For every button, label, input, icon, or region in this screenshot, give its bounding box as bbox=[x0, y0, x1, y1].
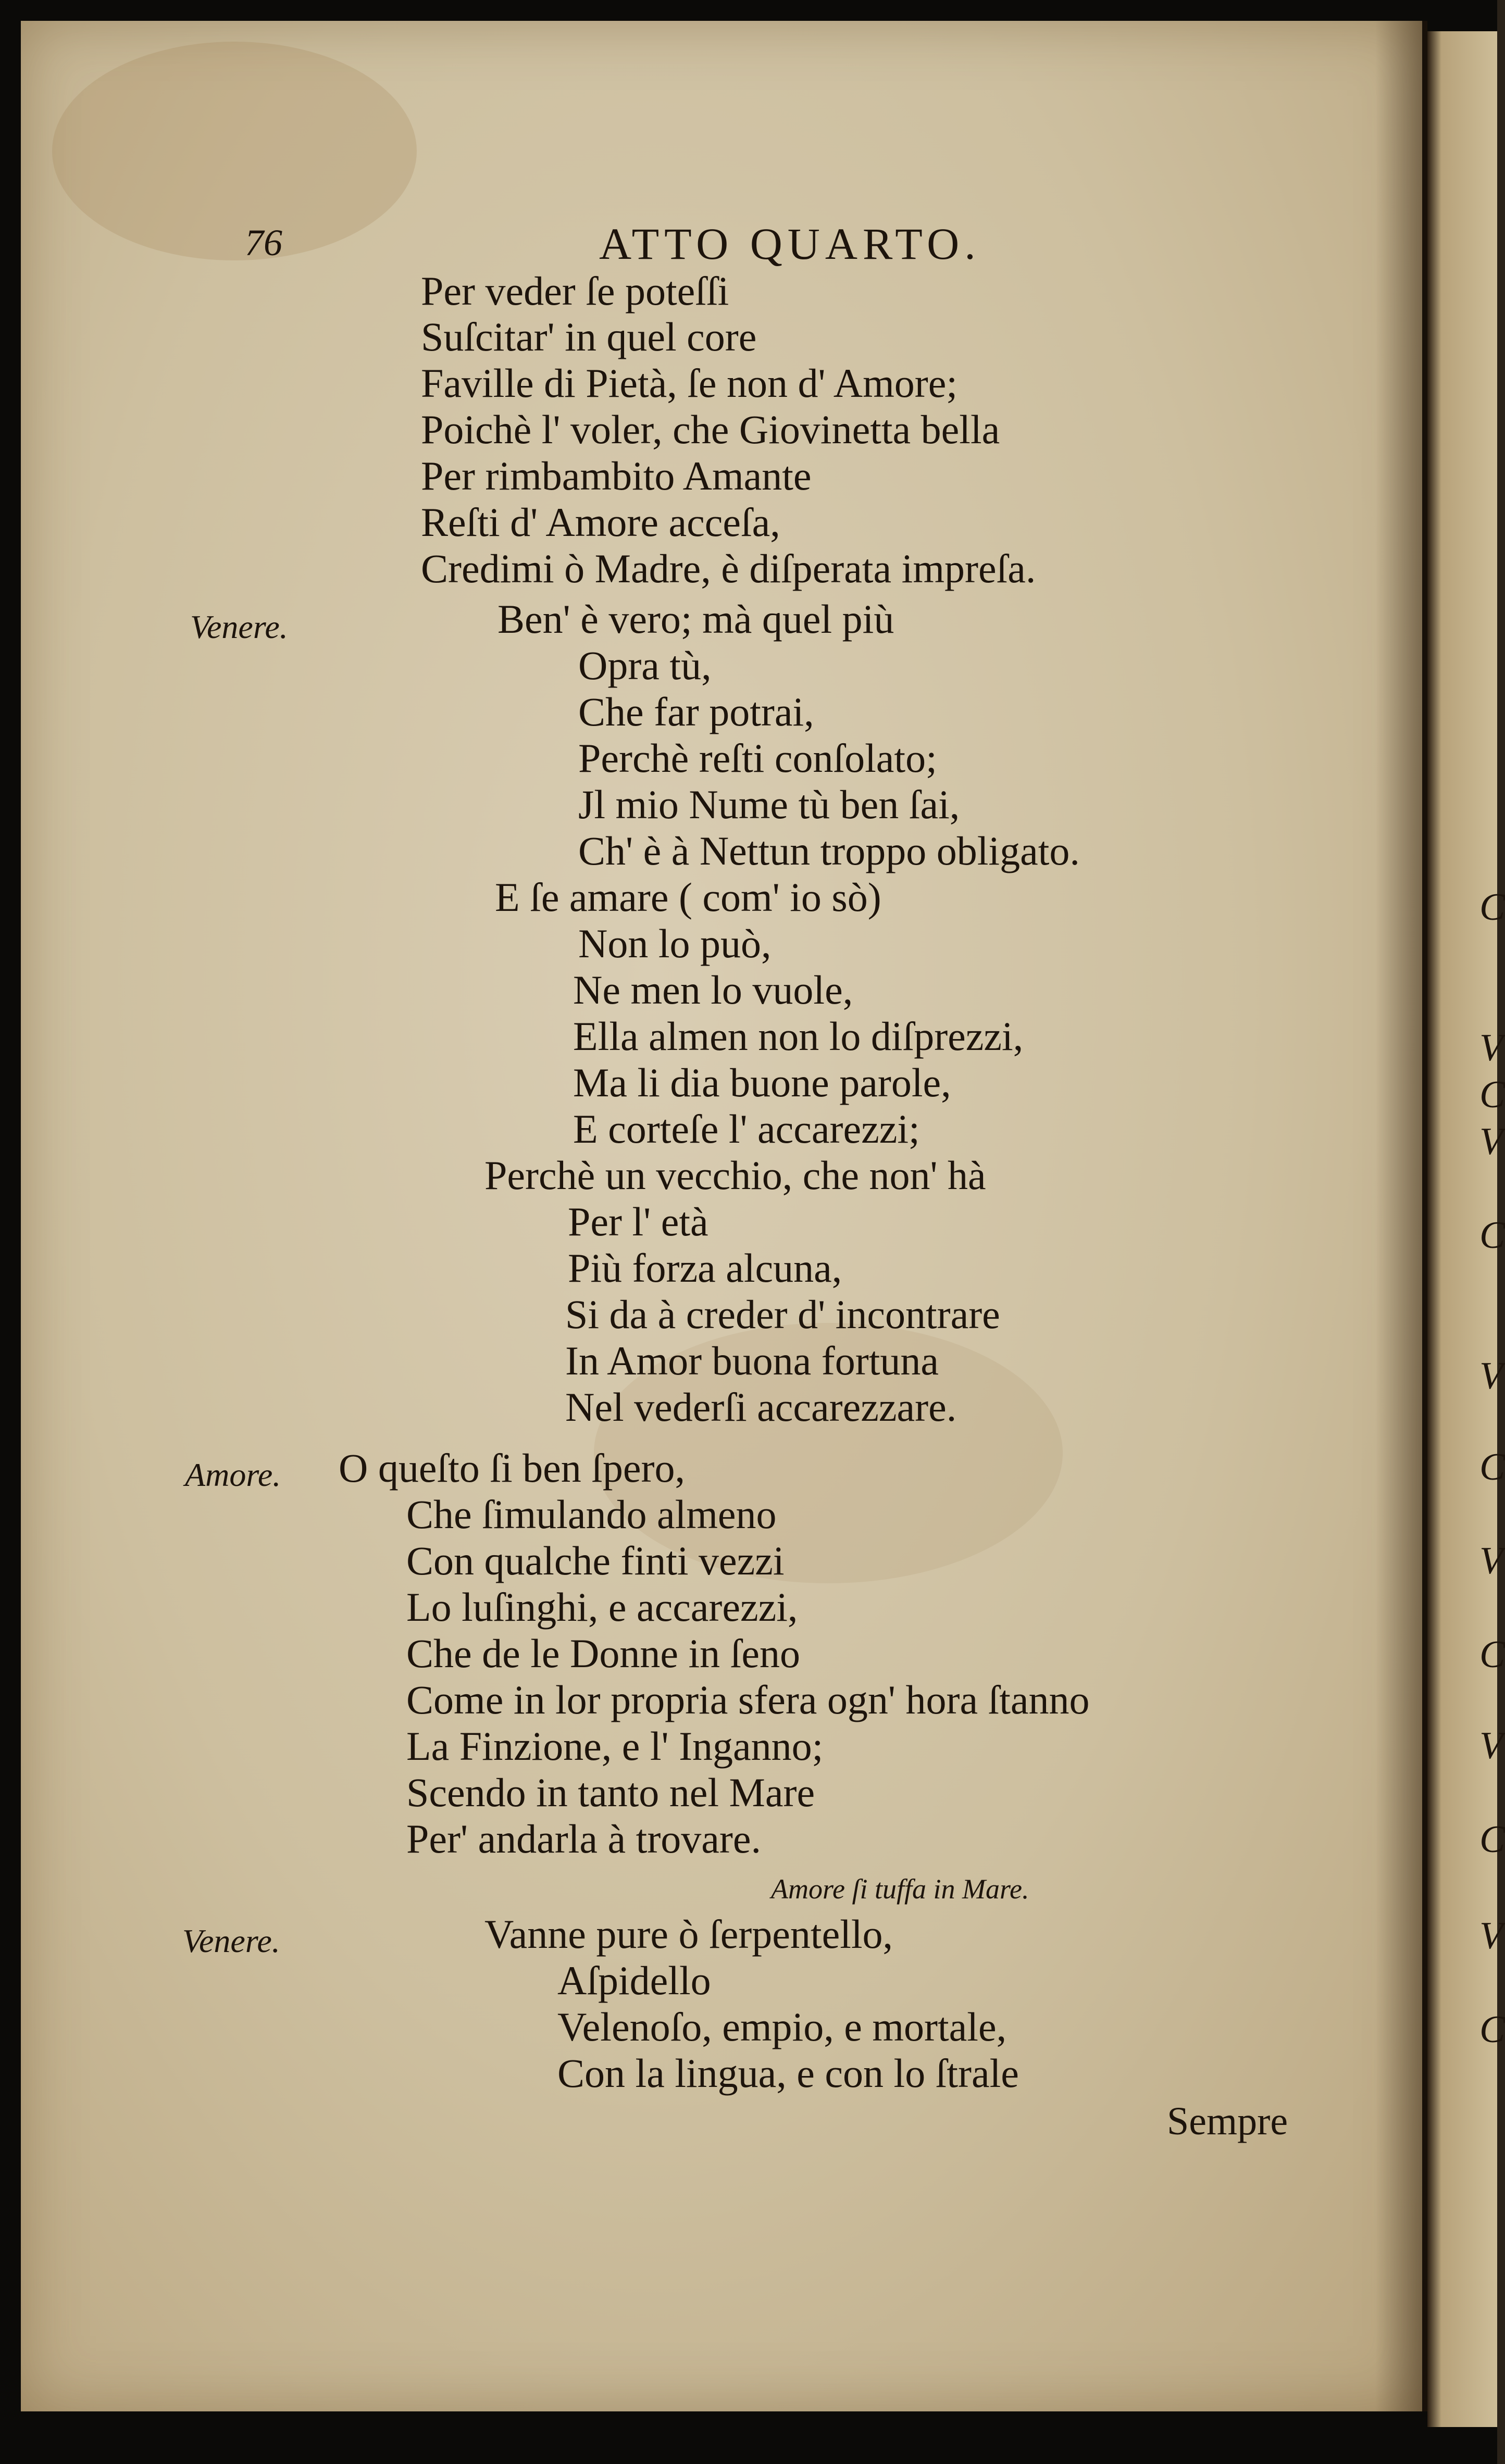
verse-line: Per rimbambito Amante bbox=[421, 453, 812, 498]
speaker-label: Amore. bbox=[185, 1456, 281, 1493]
facing-page-letter: C bbox=[1479, 1214, 1505, 1257]
verse-line: Con qualche finti vezzi bbox=[406, 1538, 785, 1583]
facing-page-letter: C bbox=[1479, 2008, 1505, 2051]
facing-page-letter: V bbox=[1479, 1915, 1503, 1957]
verse-line: Non lo può, bbox=[578, 921, 772, 966]
verse-line: Velenoſo, empio, e mortale, bbox=[557, 2004, 1007, 2049]
verse-line: Per l' età bbox=[568, 1199, 708, 1244]
facing-page-letter: C bbox=[1479, 886, 1505, 929]
verse-line: Credimi ò Madre, è diſperata impreſa. bbox=[421, 546, 1036, 591]
verse-line: Ne men lo vuole, bbox=[573, 967, 853, 1012]
verse-line: Con la lingua, e con lo ſtrale bbox=[557, 2050, 1019, 2096]
speaker-label: Venere. bbox=[190, 608, 288, 645]
speaker-label: Venere. bbox=[182, 1922, 280, 1959]
verse-line: Che ſimulando almeno bbox=[406, 1492, 777, 1537]
verse-line: Per' andarla à trovare. bbox=[406, 1816, 762, 1861]
facing-page-letter: C bbox=[1479, 1446, 1505, 1489]
verse-line: La Finzione, e l' Inganno; bbox=[406, 1723, 824, 1769]
verse-line: Vanne pure ò ſerpentello, bbox=[484, 1911, 893, 1957]
facing-page-letter: V bbox=[1479, 1540, 1503, 1582]
verse-line: Ma li dia buone parole, bbox=[573, 1060, 951, 1105]
stage-direction: Amore ſi tuffa in Mare. bbox=[771, 1873, 1029, 1905]
verse-line: Per veder ſe poteſſi bbox=[421, 268, 729, 314]
facing-page-letter: C bbox=[1479, 1073, 1505, 1116]
facing-page-letter: V bbox=[1479, 1355, 1503, 1397]
verse-line: Ben' è vero; mà quel più bbox=[497, 596, 894, 642]
verse-line: Opra tù, bbox=[578, 643, 712, 688]
verse-line: Scendo in tanto nel Mare bbox=[406, 1770, 815, 1815]
verse-line: Ch' è à Nettun troppo obligato. bbox=[578, 828, 1080, 873]
gutter-shadow bbox=[1375, 21, 1427, 2411]
verse-line: Si da à creder d' incontrare bbox=[565, 1292, 1000, 1337]
page-number: 76 bbox=[245, 222, 282, 264]
verse-line: E ſe amare ( com' io sò) bbox=[495, 874, 881, 920]
verse-line: Nel vederſi accarezzare. bbox=[565, 1384, 957, 1430]
verse-line: Poichè l' voler, che Giovinetta bella bbox=[421, 407, 1000, 452]
verse-line: Come in lor propria sfera ogn' hora ſtanno bbox=[406, 1677, 1090, 1722]
facing-page-letter: V bbox=[1479, 1120, 1503, 1163]
verse-line: In Amor buona fortuna bbox=[565, 1338, 939, 1383]
verse-line: E corteſe l' accarezzi; bbox=[573, 1106, 920, 1152]
facing-page-letter: C bbox=[1479, 1633, 1505, 1676]
facing-page-letter: C bbox=[1479, 1818, 1505, 1861]
verse-line: Jl mio Nume tù ben ſai, bbox=[578, 782, 960, 827]
verse-line: Lo luſinghi, e accarezzi, bbox=[406, 1584, 798, 1630]
verse-line: Che far potrai, bbox=[578, 689, 814, 734]
verse-line: Perchè un vecchio, che non' hà bbox=[484, 1153, 986, 1198]
verse-line: Reſti d' Amore acceſa, bbox=[421, 499, 780, 545]
verse-line: Più forza alcuna, bbox=[568, 1245, 842, 1291]
verse-line: Che de le Donne in ſeno bbox=[406, 1631, 800, 1676]
verse-line: Suſcitar' in quel core bbox=[421, 314, 757, 359]
facing-page-letter: V bbox=[1479, 1724, 1503, 1767]
facing-page-letter: V bbox=[1479, 1027, 1503, 1069]
catchword: Sempre bbox=[1167, 2099, 1288, 2143]
running-header: ATTO QUARTO. bbox=[599, 219, 981, 269]
verse-line: Faville di Pietà, ſe non d' Amore; bbox=[421, 360, 958, 406]
verse-line: Perchè reſti conſolato; bbox=[578, 735, 937, 781]
paper-stain bbox=[52, 42, 417, 264]
verse-line: Aſpidello bbox=[557, 1958, 711, 2003]
verse-line: O queſto ſi ben ſpero, bbox=[339, 1445, 686, 1491]
verse-line: Ella almen non lo diſprezzi, bbox=[573, 1014, 1024, 1059]
